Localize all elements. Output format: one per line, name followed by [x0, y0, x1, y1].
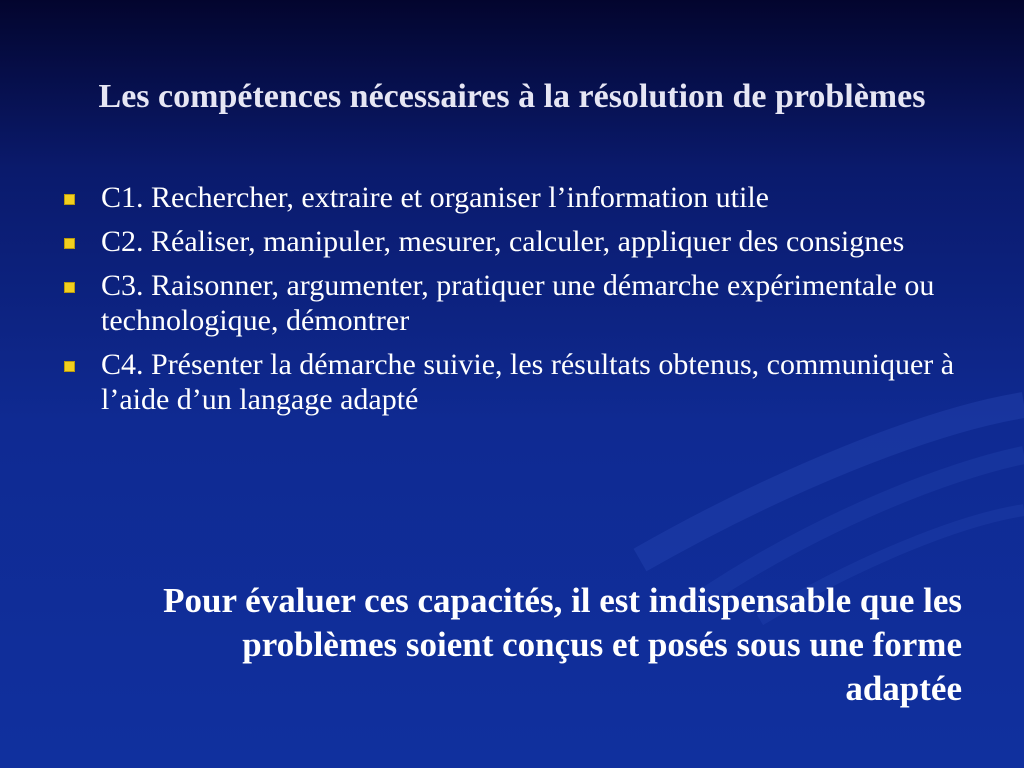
yellow-square-bullet-icon	[64, 194, 75, 205]
competence-item-c2	[60, 224, 980, 259]
slide-title: Les compétences nécessaires à la résolution de problèmes	[98, 77, 926, 115]
competence-c4-text: C4. Présenter la démarche suivie, les résultats obtenus, communiquer à l’aide d’un langage adapté	[101, 348, 955, 416]
competence-c2-text: C2. Réaliser, manipuler, mesurer, calculer, appliquer des consignes	[101, 225, 905, 258]
competence-item-c3	[60, 268, 980, 338]
competence-c3-text: C3. Raisonner, argumenter, pratiquer une démarche expérimentale ou technologique, démontrer	[101, 269, 935, 337]
competence-c1-text: C1. Rechercher, extraire et organiser l’information utile	[101, 181, 769, 214]
yellow-square-bullet-icon	[64, 282, 75, 293]
yellow-square-bullet-icon	[64, 238, 75, 249]
competence-item-c1	[60, 180, 980, 215]
yellow-square-bullet-icon	[64, 361, 75, 372]
competence-list	[60, 180, 980, 426]
competence-item-c4	[60, 347, 980, 417]
conclusion-text: Pour évaluer ces capacités, il est indispensable que les problèmes soient conçus et posés sous une forme adaptée	[163, 581, 962, 708]
